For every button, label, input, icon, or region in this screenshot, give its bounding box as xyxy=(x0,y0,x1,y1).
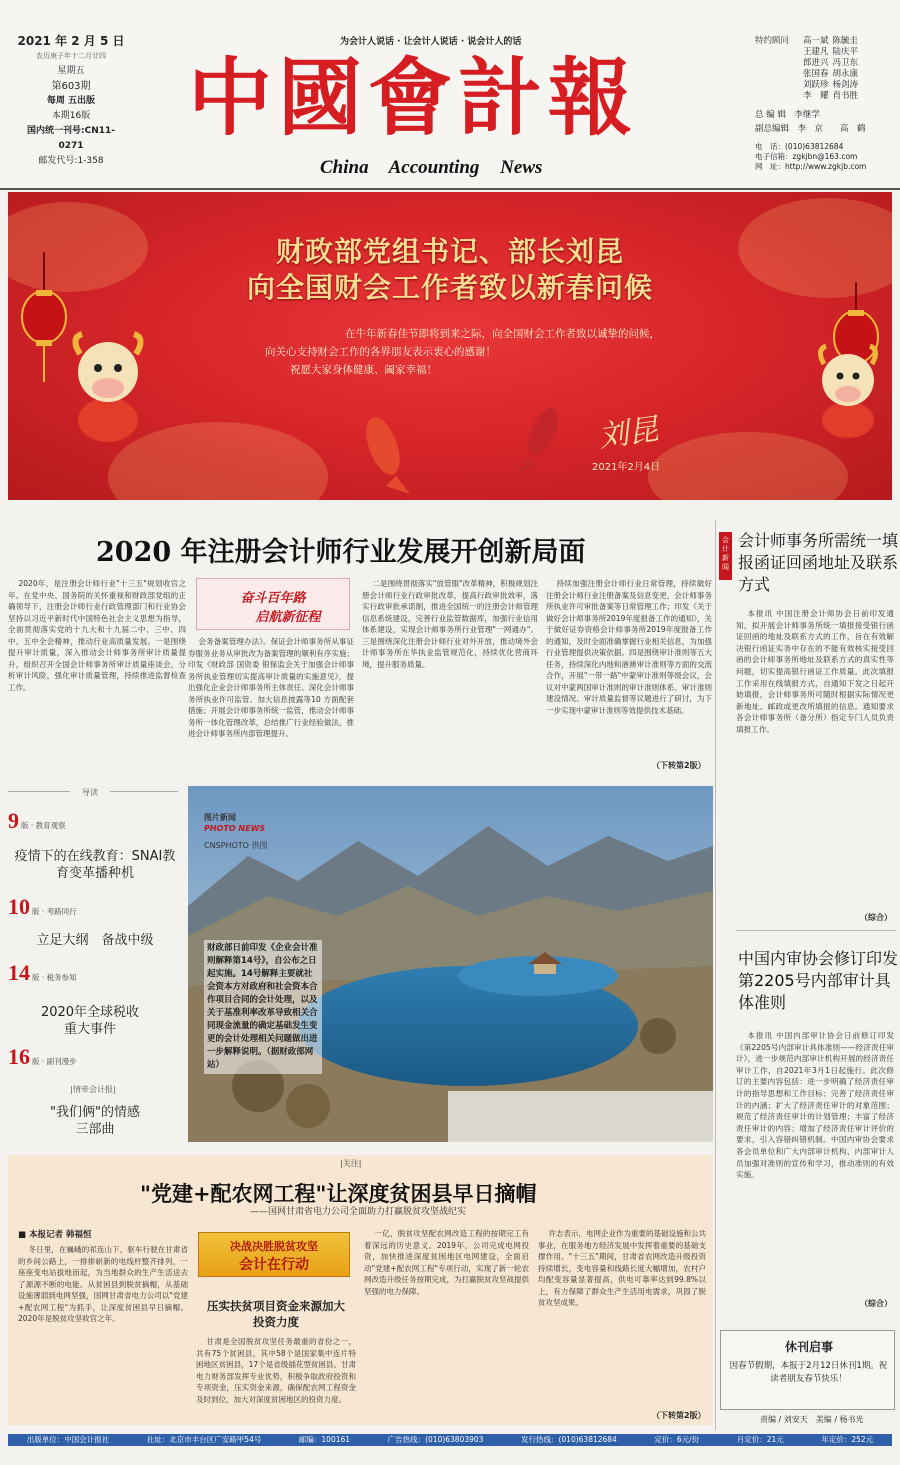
editorial-board xyxy=(755,36,895,172)
toc-item[interactable] xyxy=(8,808,66,834)
page-count: 本期16版 xyxy=(51,111,91,121)
email: 电子信箱：zgkjbn@163.com xyxy=(755,152,858,161)
footer-item: 年定价：252元 xyxy=(821,1435,874,1444)
featured-column: 甘肃是全国脱贫攻坚任务最重的省份之一，共有75个贫困县，其中58个是国家集中连片特困地区贫困县，17个是省级插花型贫困县。甘肃电力财务部发挥专业优势，积极争取政府投资和专项资金，压实资金来源，确保配农网工程资金及时到位，加大对深度贫困地区的投资力度。 xyxy=(196,1337,356,1404)
footer-item: 出版单位：中国会计报社 xyxy=(26,1435,110,1444)
weekday: 星期五 xyxy=(57,66,85,76)
ox-mascot-icon xyxy=(808,340,888,440)
cloud-decoration xyxy=(648,432,848,500)
advisers xyxy=(755,36,895,102)
adviser-names xyxy=(803,36,858,102)
featured-headline[interactable]: "党建+配农网工程"让深度贫困县早日摘帽 xyxy=(140,1181,537,1206)
footer-item: 广告热线：(010)63803903 xyxy=(387,1435,484,1444)
toc-page-number: 9 xyxy=(8,808,19,833)
phone: 电 话：(010)63812684 xyxy=(755,142,844,151)
badge-line-2: 启航新征程 xyxy=(255,610,321,625)
toc-title[interactable]: "我们俩"的情感三部曲 xyxy=(50,1105,140,1137)
article-title[interactable]: 会计师事务所需统一填报函证回函地址及联系方式 xyxy=(738,531,899,594)
adviser-name: 张国春 xyxy=(803,69,829,79)
toc-item[interactable] xyxy=(8,894,77,920)
adviser-name: 肖书胜 xyxy=(832,91,859,101)
advisers-label: 特约顾问 xyxy=(755,36,790,46)
adviser-name: 刘跃珍 xyxy=(803,80,829,90)
century-badge xyxy=(196,578,350,630)
toc-sub-label: |情牵会计报| xyxy=(70,1085,116,1094)
featured-section-title: 压实扶贫项目资金来源加大投资力度 xyxy=(207,1299,345,1329)
toc-section: 版 · 教育观察 xyxy=(21,821,66,830)
adviser-name: 陆庆平 xyxy=(832,47,859,57)
adviser-name: 杨剑涛 xyxy=(832,80,859,90)
banner-headline-1: 财政部党组书记、部长刘昆 xyxy=(275,235,624,268)
toc-title[interactable]: 立足大纲 备战中级 xyxy=(36,933,154,948)
deputy-label: 副总编辑 xyxy=(755,124,790,134)
website: 网 址：http://www.zgkjb.com xyxy=(755,162,867,171)
notice-title: 休刊启事 xyxy=(785,1340,834,1354)
adviser-name: 胡永康 xyxy=(832,69,859,79)
newspaper-title-en: China Accounting News xyxy=(320,157,543,178)
postal-code: 邮发代号:1-358 xyxy=(38,156,104,166)
cn-number: 国内统一刊号:CN11-0271 xyxy=(27,126,115,151)
koi-fish-icon xyxy=(508,392,578,472)
photo-news-label-en: PHOTO NEWS xyxy=(204,824,266,833)
article-title[interactable]: 中国内审协会修订印发第2205号内部审计具体准则 xyxy=(738,949,899,1012)
featured-subhead: ——国网甘肃省电力公司全面助力打赢脱贫攻坚战纪实 xyxy=(250,1207,467,1217)
campaign-line-1: 决战决胜脱贫攻坚 xyxy=(230,1240,318,1253)
editors xyxy=(755,108,895,136)
turn-note: （下转第2版） xyxy=(652,1411,706,1420)
koi-fish-icon xyxy=(348,406,418,496)
banner-message-1: 在牛年新春佳节即将到来之际，向全国财会工作者致以诚挚的问候， xyxy=(345,328,660,340)
toc-item[interactable] xyxy=(8,960,77,986)
banner-date: 2021年2月4日 xyxy=(592,462,661,473)
news-tag: 会计新闻 xyxy=(719,532,732,580)
footer-item: 发行热线：(010)63812684 xyxy=(520,1435,617,1444)
notice-text: 因春节假期，本报于2月12日休刊1期。祝读者朋友春节快乐！ xyxy=(729,1361,888,1384)
banner-headline-2: 向全国财会工作者致以新春问候 xyxy=(246,271,653,304)
toc-title[interactable]: 疫情下的在线教育：SNAI教育变革播种机 xyxy=(14,849,176,881)
reporter-byline: ■ 本报记者 韩福恒 xyxy=(18,1230,92,1240)
featured-column: 冬日里，在巍峨的祁连山下，驱车行驶在甘肃省的乡间公路上，一排排崭新的电线杆整齐排列，一座座变电站拔地而起，为当地群众的生产生活送去了源源不断的电能。从贫困县到脱贫摘帽，从基础设施薄弱到电网坚强，国网甘肃省电力公司以"党建+配农网工程"为抓手，让深度贫困县早日摘帽。2020年是脱贫攻坚收官之年。 xyxy=(18,1245,188,1323)
frequency: 每周 五出版 xyxy=(46,96,96,106)
adviser-name: 李 耀 xyxy=(803,91,829,101)
banner-message-3: 祝愿大家身体健康、阖家幸福！ xyxy=(290,364,437,376)
toc-page-number: 14 xyxy=(8,960,30,985)
adviser-name: 王建凡 xyxy=(803,47,829,57)
article-source: （综合） xyxy=(860,1299,892,1308)
article-source: （综合） xyxy=(860,913,892,922)
editor-name: 李继学 xyxy=(794,110,820,120)
toc-page-number: 16 xyxy=(8,1044,30,1069)
main-story-column: 会务备案管理办法》。保证会计师事务所从事证券服务业务从审批改为备案管理的顺利有序实施；印发《财政部 国资委 银保监会关于加强会计师事务所执业管理切实提高审计质量的实施意见》，提出强化企业会计师事务所主体责任、深化会计师事务所执业许可监管、加大信息披露等10 方面配套措施；开展会计师事务所统一监管，推动会计师事务所一体化管理改革，总结推广行业经验做法，推进会计师事务所内部管理提升。 xyxy=(188,637,354,738)
main-story-column: 二是围绕贯彻落实"放管服"改革精神，积极规划注册会计师行业行政审批改革，提高行政审批效率，落实行政审批承诺制，推进全国统一的注册会计师管理信息系统建设，完善行业监管数据库，加强行业信用体系建设，实现会计师事务所行业管理"一网通办"。三是围绕深化注册会计师行业对外开放，推动境外会计师事务所在华执业监管规范化，持续优化营商环境，提升服务质量。 xyxy=(362,579,538,669)
deputy-names: 李 京 高 鹤 xyxy=(797,124,866,134)
turn-note: （下转第2版） xyxy=(652,761,706,770)
toc-title[interactable]: 2020年全球税收重大事件 xyxy=(40,1005,140,1037)
toc-section: 版 · 税务参知 xyxy=(32,973,77,982)
adviser-name: 冯卫东 xyxy=(832,58,859,68)
article-body: 本报讯 中国内部审计协会日前修订印发《第2205号内部审计具体准则——经济责任审计》，进一步规范内部审计机构开展的经济责任审计工作，自2021年3月1日起施行。此次修订的主要内容包括：进一步明确了经济责任审计的指导思想和工作目标；完善了经济责任审计的内涵；扩大了经济责任审计的对象范围；规范了经济责任审计的计划管理；丰富了经济责任审计的内容；增加了经济责任审计评价的要求，引入容错纠错机制。中国内审协会要求各会员单位和广大内部审计机构、内部审计人员加强对准则的宣传和学习，推动准则的有效实施。 xyxy=(736,1031,894,1180)
page-credit: 责编 / 刘安天 美编 / 杨书光 xyxy=(760,1415,864,1424)
article-divider xyxy=(736,930,896,931)
photo-news-label: 图片新闻 xyxy=(204,813,236,822)
featured-column: 许志表示，电网企业作为重要的基础设施和公共事业，在服务地方经济发展中发挥着重要的基础支撑作用。"十三五"期间，甘肃省农网改造升级投资持续增长，变电容量和线路长度大幅增加，农村户均配变容量显著提高，供电可靠率达到99.8%以上，有力保障了群众生产生活用电需求，巩固了脱贫攻坚成果。 xyxy=(538,1229,706,1307)
article-body: 本报讯 中国注册会计师协会日前印发通知，拟开展会计师事务所统一填报接受银行函证回函的地址及联系方式的工作，旨在有效解决银行函证实务中存在的不能有效核实接受回函的会计师事务所地址及联系方式的真实性等问题，切实提高银行函证工作质量。此次填报工作采用在线填报方式，自通知下发之日起开始填报，会计师事务所可随时根据实际情况更新地址、邮政或更改所填报的信息。通知要求各会计师事务所（备分所）指定专门人员负责填报工作。 xyxy=(736,609,894,734)
editor-label: 总 编 辑 xyxy=(755,110,786,120)
campaign-line-2: 会计在行动 xyxy=(239,1257,309,1273)
photo-caption: 财政部日前印发《企业会计准则解释第14号》，自公布之日起实施。14号解释主要就社会资本方对政府和社会资本合作项目合同的会计处理，以及关于基准利率改革导致相关合同现金流量的确定基础发生变更的会计处理相关问题做出进一步解释说明。（据财政部网站） xyxy=(204,940,322,1074)
main-headline: 2020 年注册会计师行业发展开创新局面 xyxy=(96,537,586,568)
adviser-name: 陈毓圭 xyxy=(832,36,859,46)
footer-bar xyxy=(8,1434,892,1446)
campaign-box xyxy=(198,1232,350,1277)
banner-message-2: 向关心支持财会工作的各界朋友表示衷心的感谢！ xyxy=(265,346,496,358)
toc-label: 导读 xyxy=(70,787,110,798)
featured-label: |关注| xyxy=(340,1159,362,1168)
issue-date: 2021 年 2 月 5 日 xyxy=(17,34,125,48)
badge-line-1: 奋斗百年路 xyxy=(240,591,306,606)
adviser-name: 郎进兴 xyxy=(803,58,829,68)
newspaper-title: 中國會計報 xyxy=(188,48,639,147)
toc-section: 版 · 副刊漫步 xyxy=(32,1057,77,1066)
contacts xyxy=(755,142,895,172)
footer-item: 月定价：21元 xyxy=(736,1435,784,1444)
footer-item: 定价：6元/份 xyxy=(654,1435,700,1444)
photo-news-tag xyxy=(204,812,268,851)
toc-item[interactable] xyxy=(8,1044,77,1070)
main-story-column: 持续加强注册会计师行业日常管理，持续做好注册会计师行业注册备案及信息变更，会计师事务所执业许可审批备案等日常管理工作；印发《关于做好会计师事务所2019年度报备工作的通知》，关于做好证券资格会计师事务所2019年度报备工作的通知，及时全面准确掌握行业相关信息，为加强行业管理提供决策依据。四是围绕审计准则等五大任务，持续深化内地和港澳审计准则等方面的交流合作，开展"一带一路"中蒙审计准则等级会议，会议对中蒙两国审计准则的审计准则体系、审计准则建设情况、审计质量监督等议题进行了研讨，为下一步实现中蒙审计准则等效提供技术基础。 xyxy=(546,579,712,715)
slogan: 为会计人说话 · 让会计人说话 · 说会计人的话 xyxy=(340,37,522,47)
featured-column: 一亿，脱贫攻坚配农网改造工程的按期完工有着深远的历史意义。2019年，公司完成电网投资，加快推进深度贫困地区电网建设，全面启动"党建+配农网工程"专项行动，实现了新一轮农网改造升级任务按期完成，为打赢脱贫攻坚战提供坚强的电力保障。 xyxy=(364,1229,529,1296)
footer-item: 社址：北京市丰台区广安路甲54号 xyxy=(146,1435,262,1444)
toc-page-number: 10 xyxy=(8,894,30,919)
lunar-date: 农历庚子年十二月廿四 xyxy=(36,52,106,60)
column-divider xyxy=(715,520,716,1430)
footer-item: 邮编：100161 xyxy=(298,1435,351,1444)
issue-info xyxy=(16,34,126,169)
signature: 刘昆 xyxy=(596,411,661,455)
toc-section: 版 · 考路同行 xyxy=(32,907,77,916)
issue-number: 第603期 xyxy=(51,81,91,92)
ox-mascot-icon xyxy=(60,324,156,444)
adviser-name: 高一斌 xyxy=(803,36,829,46)
main-story-column: 2020年，是注册会计师行业"十三五"规划收官之年。在党中央、国务院的关怀重视和财政部党组的正确领导下，注册会计师行业行政管理部门和行业协会坚持以习近平新时代中国特色社会主义思想为指导，全面贯彻落实党的十九大和十九届二中、三中、四中、五中全会精神，推动行业高质量发展。一是围绕提升审计质量，深入推动会计师事务所审计质量提升，组织召开全国会计师事务所审计质量座谈会，分析审计风险，强化审计质量管理，持续推进监督检查工作。 xyxy=(8,579,186,692)
photo-credit: CNSPHOTO 供图 xyxy=(204,841,268,850)
